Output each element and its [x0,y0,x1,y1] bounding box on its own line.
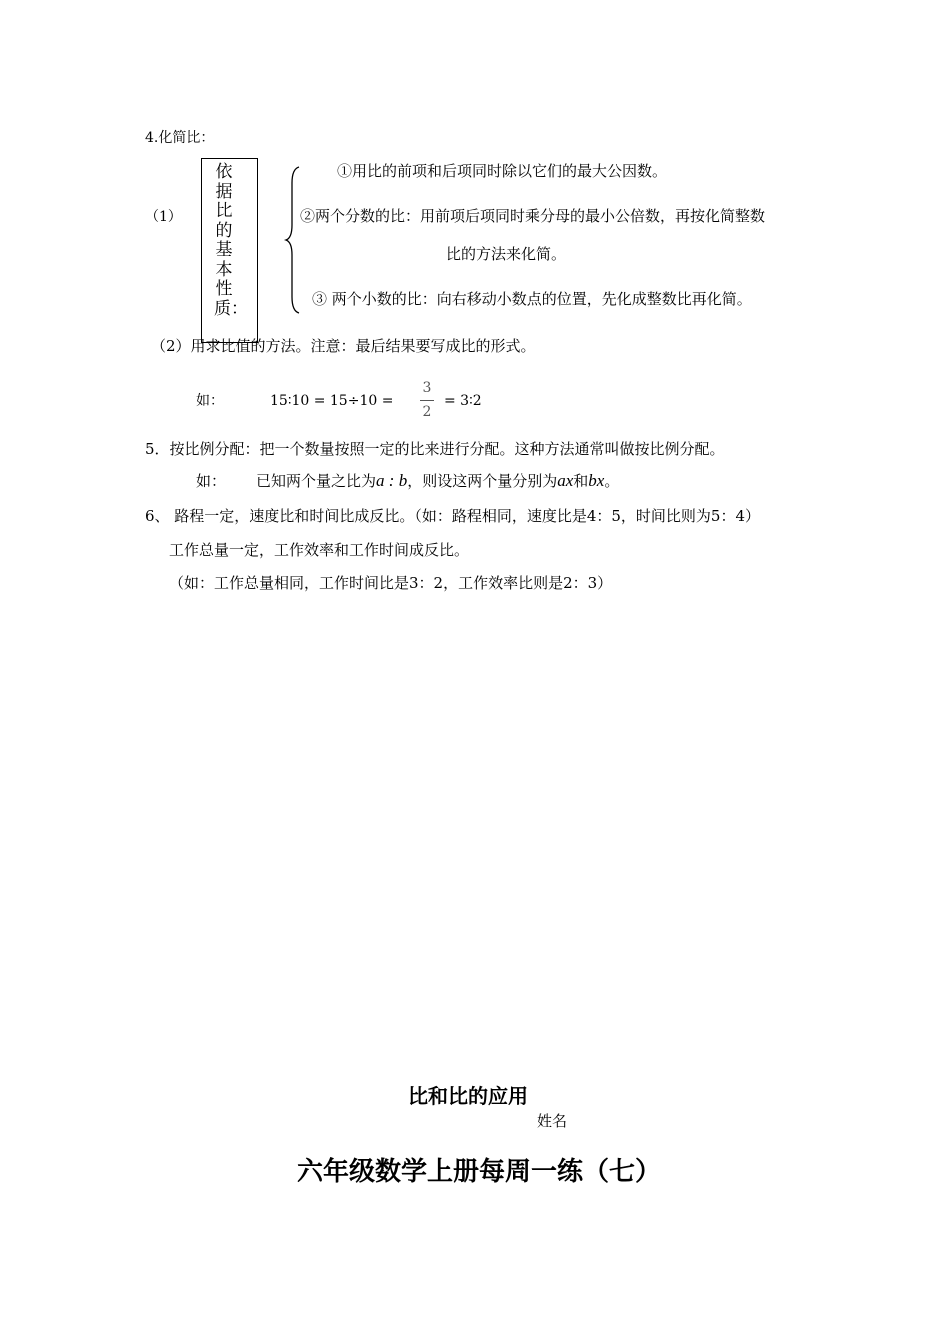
fraction-denominator: 2 [422,404,432,420]
ratio-a-b: a : b [376,471,408,490]
subtitle: 比和比的应用 [408,1084,528,1108]
rule-2-line-2: 比的方法来化简。 [446,245,567,263]
section-6-line-3: （如：工作总量相同，工作时间比是3：2，工作效率比则是2：3） [169,574,613,592]
section-5-text: 5．按比例分配：把一个数量按照一定的比来进行分配。这种方法通常叫做按比例分配。 [145,440,725,458]
quantity-bx: bx [588,471,605,490]
rule-3: ③ 两个小数的比：向右移动小数点的位置，先化成整数比再化简。 [312,290,752,308]
main-title: 六年级数学上册每周一练（七） [297,1157,662,1187]
basic-property-box [201,158,258,343]
section-5-example-label: 如： [196,472,227,490]
curly-brace-icon [283,165,303,315]
example-result: = 3∶2 [444,393,482,409]
section-5-end: 。 [604,472,620,490]
section-5-example-text-a: 已知两个量之比为 [256,472,377,490]
section-6-line-1: 6、 路程一定，速度比和时间比成反比。（如：路程相同，速度比是4：5，时间比则为5：4） [145,507,760,525]
section-4-heading: 4.化简比： [145,130,215,146]
rule-2-line-1: ②两个分数的比：用前项后项同时乘分母的最小公倍数，再按化简整数 [300,207,766,225]
fraction-bar [420,400,434,401]
section-5-example [196,471,619,491]
section-5-example-text-b: ，则设这两个量分别为 [407,472,558,490]
item-1-label: （1） [145,209,182,225]
name-label: 姓名 [537,1112,568,1130]
section-6-line-2: 工作总量一定，工作效率和工作时间成反比。 [169,541,470,559]
item-2-text: （2）用求比值的方法。注意：最后结果要写成比的形式。 [151,337,536,355]
example-label: 如： [196,393,224,409]
quantity-ax: ax [557,471,574,490]
basic-property-vertical-text: 依据比的基本性质： [214,162,248,319]
and-text: 和 [573,472,589,490]
fraction-numerator: 3 [422,380,432,396]
rule-1: ①用比的前项和后项同时除以它们的最大公因数。 [337,162,668,180]
example-expression: 15∶10 = 15÷10 = [270,393,394,409]
